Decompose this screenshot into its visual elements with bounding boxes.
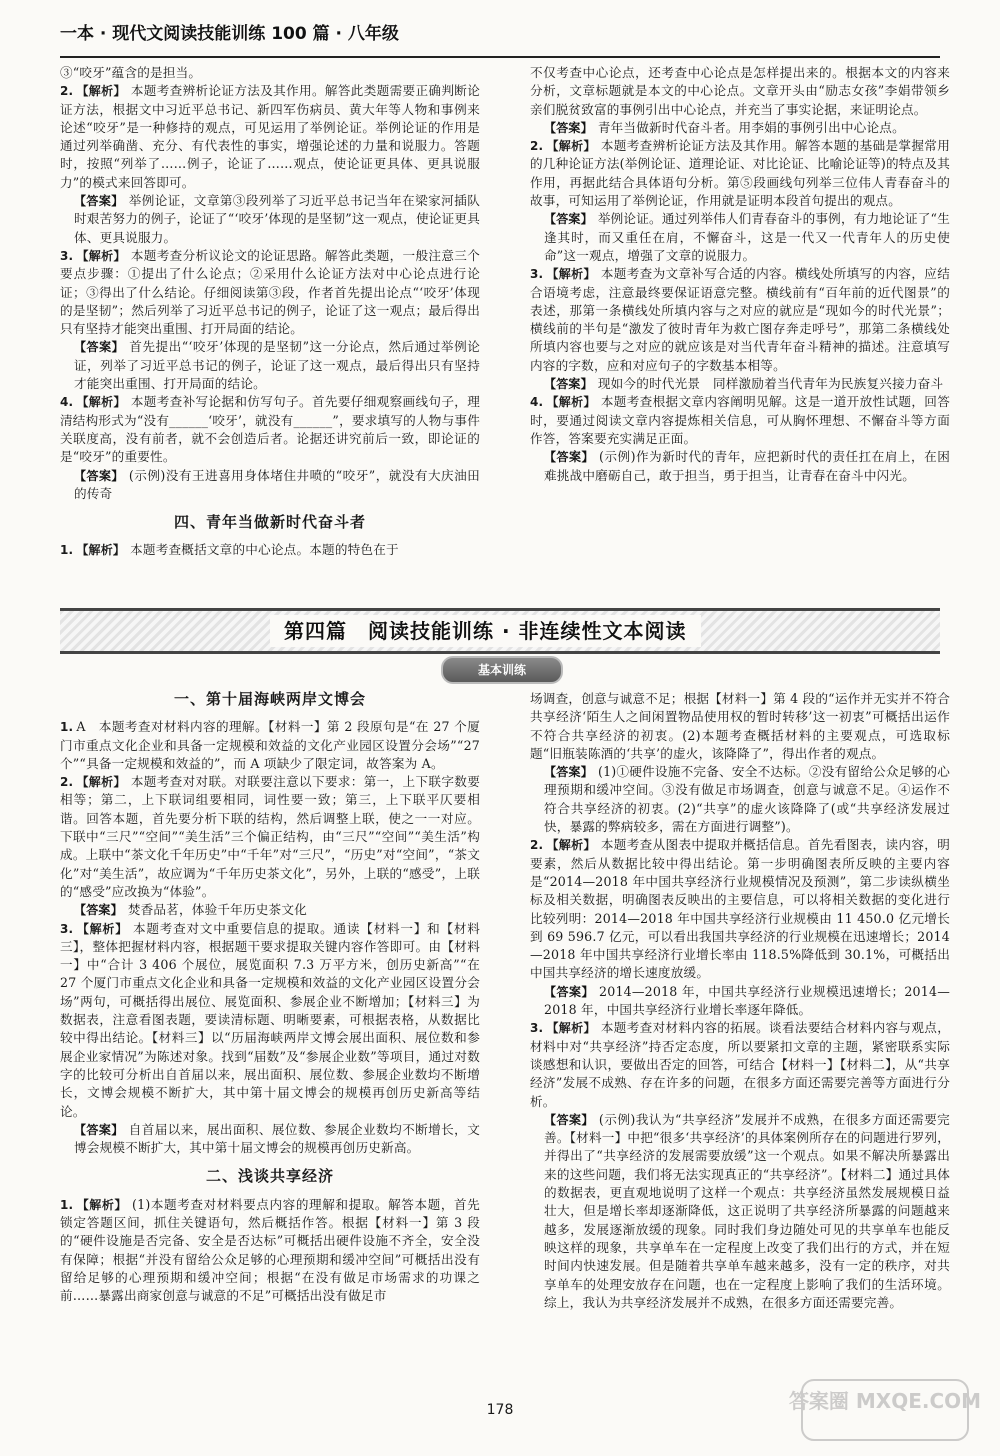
section-title: 二、浅谈共享经济: [205, 1167, 334, 1186]
left-column-bottom: [60, 690, 480, 1390]
chapter-banner: [60, 608, 940, 654]
question-2-answer: 【答案】 焚香品茗，体验千年历史茶文化: [74, 902, 307, 918]
question-4-analysis: 4. 【解析】 本题考查根据文章内容阐明见解。这是一道开放性试题，回答时，要通过阅读文章内容提炼相关信息，可从胸怀理想、不懈奋斗等方面作答，答案要充实满足正面。: [530, 394, 950, 446]
question-2-analysis: 2. 【解析】 本题考查辨析论证方法及其作用。解答此类题需要正确判断论证方法，根据文中习近平总书记、新四军伤病员、黄大年等人物和事例来论述“咬牙”是一种修持的观点，可见运用了举例论证。举例论证的作用是通过列举确凿、充分、有代表性的事实，增强论述的力量和说服力。答题时，按照“列举了……例子，论证了……观点，使论证更具体、更具说服力”的模式来回答即可。: [60, 83, 480, 190]
paragraph: 不仅考查中心论点，还考查中心论点是怎样提出来的。根据本文的内容来分析，文章标题就是本文的中心论点。文章开头由“励志女孩”李娟带领乡亲们脱贫致富的事例引出中心论点，并充当了事实论据，来证明论点。: [530, 65, 950, 117]
chapter-title: 第四篇 阅读技能训练 · 非连续性文本阅读: [270, 615, 701, 647]
question-2-answer: 【答案】 2014—2018 年，中国共享经济行业规模迅速增长；2014—2018 年，中国共享经济行业增长率逐年降低。: [544, 983, 950, 1018]
question-4-analysis: 4. 【解析】 本题考查补写论据和仿写句子。首先要仔细观察画线句子，理清结构形式为“没有______‘咬牙’，就没有______”，要求填写的人物与事件关联度高，没有前者，就不会创造后者。论据还讲究前后一致，即论证的是“咬牙”的重要性。: [60, 394, 480, 465]
question-3-answer: 【答案】 首先提出“‘咬牙’体现的是坚韧”这一分论点，然后通过举例论证，列举了习近平总书记的例子，论证了这一观点，最后得出只有坚持才能突出重围、打开局面的结论。: [74, 339, 480, 392]
question-1-answer: 1. A 本题考查对材料内容的理解。【材料一】第 2 段原句是“在 27 个厦门市重点文化企业和具备一定规模和效益的文化产业园区设置分会场”“27 个”“具备一定规模和效益的”，而 A 项缺少了限定词，故答案为 A。: [60, 719, 480, 771]
question-3-answer: 【答案】 现如今的时代光景 同样激励着当代青年为民族复兴接力奋斗: [544, 376, 944, 392]
paragraph: ③“咬牙”蕴含的是担当。: [60, 65, 202, 80]
question-2-answer: 【答案】 举例论证，文章第③段列举了习近平总书记当年在梁家河插队时艰苦努力的例子，论证了“‘咬牙’体现的是坚韧”这一观点，使论证更具体、更具说服力。: [74, 193, 480, 245]
question-2-analysis: 2. 【解析】 本题考查辨析论证方法及其作用。解答本题的基础是掌握常用的几种论证方法(举例论证、道理论证、对比论证、比喻论证等)的特点及其作用，再据此结合具体语句分析。第⑤段画线句列举三位伟人青春奋斗的故事，可知运用了举例论证，作用就是证明本段首句提出的观点。: [530, 138, 950, 209]
question-2-analysis: 2. 【解析】 本题考查对对联。对联要注意以下要求：第一，上下联字数要相等；第二，上下联词组要相同，词性要一致；第三，上下联平仄要相谐。回答本题，首先要分析下联的结构，然后调整上联，使之一一对应。下联中“三尺”“空间”“美生活”三个偏正结构，由“三尺”“空间”“美生活”构成。上联中“茶文化千年历史”中“千年”对“三尺”，“历史”对“空间”，“茶文化”对“美生活”，故应调为“千年历史茶文化”，另外，上联的“感受”，上联的“感受”应改换为“体验”。: [60, 774, 480, 899]
question-1-answer: 【答案】 青年当做新时代奋斗者。用李娟的事例引出中心论点。: [544, 119, 905, 135]
question-2-answer: 【答案】 举例论证。通过列举伟人们青春奋斗的事例，有力地论证了“生逢其时，而又重任在肩，不懈奋斗，这是一代又一代青年人的历史使命”这一观点，增强了文章的说服力。: [544, 211, 950, 263]
question-3-answer: 【答案】 自首届以来，展出面积、展位数、参展企业数均不断增长，文博会规模不断扩大，其中第十届文博会的规模再创历史新高。: [74, 1121, 480, 1156]
right-column-bottom: [530, 690, 950, 1390]
question-1-analysis: 1. 【解析】 本题考查概括文章的中心论点。本题的特色在于: [60, 542, 399, 558]
paragraph: 场调查，创意与诚意不足；根据【材料一】第 4 段的“运作并无实并不符合共享经济‘陌生人之间闲置物品使用权的暂时转移’这一初衷”可概括出运作不符合共享经济的初衷。(2)本题考查概括材料的主要观点，可选取标题“旧瓶装陈酒的‘共享’的虚火，该降降了”，得出作者的观点。: [530, 691, 950, 761]
training-badge: 基本训练: [441, 656, 563, 684]
page-number: 178: [486, 1402, 514, 1418]
question-3-analysis: 3. 【解析】 本题考查为文章补写合适的内容。横线处所填写的内容，应结合语境考虑，注意最终要保证语意完整。横线前有“百年前的近代图景”的表述，那第一条横线处所填内容与之对应的就应是“现如今的时代光景”；横线前的半句是“激发了彼时青年为救亡图存奔走呼号”，那第二条横线处所填内容也要与之对应的就应该是对当代青年奋斗精神的描述。注意填写内容的字数，应和对应句子的字数基本相等。: [530, 266, 950, 373]
section-title: 一、第十届海峡两岸文博会: [173, 690, 366, 708]
watermark-text: 答案圈 MXQE.COM: [788, 1389, 982, 1413]
right-column-top: [530, 64, 950, 584]
question-1-analysis: 1. 【解析】 (1)本题考查对材料要点内容的理解和提取。解答本题，首先锁定答题区间，抓住关键语句，然后概括作答。根据【材料一】第 3 段的“硬件设施是否完备、安全是否达标”可概括出硬件设施不齐全，安全没有保障；根据“并没有留给公众足够的心理预期和缓冲空间”可概括出没有留给足够的心理预期和缓冲空间；根据“在没有做足市场需求的功课之前……暴露出商家创意与诚意的不足”可概括出没有做足市: [60, 1196, 480, 1304]
question-2-analysis: 2. 【解析】 本题考查从图表中提取并概括信息。首先看图表，读内容，明要素，然后从数据比较中得出结论。第一步明确图表所反映的主要内容是“2014—2018 年中国共享经济行业规模情况及预测”，第二步读纵横坐标及相关数据，明确图表反映出的主要信息，可以将相关数据的变化进行比较列明：2014—2018 年中国共享经济行业规模由 11 450.0 亿元增长到 69 596.7 亿元，可以看出我国共享经济的行业规模在迅速增长；2014—2018 年中国共享经济行业增长率由 118.5%降低到 30.1%，可概括出中国共享经济的增长速度放缓。: [530, 837, 950, 981]
left-column-top: [60, 64, 480, 584]
page-header: 一本 · 现代文阅读技能训练 100 篇 · 八年级: [60, 24, 399, 44]
question-3-analysis: 3. 【解析】 本题考查分析议论文的论证思路。解答此类题，一般注意三个要点步骤：①提出了什么论点；②采用什么论证方法对中心论点进行论证；③得出了什么结论。仔细阅读第③段，作者首先提出论点“‘咬牙’体现的是坚韧”；然后列举了习近平总书记的例子，论证了这一观点；最后得出只有坚持才能突出重围、打开局面的结论。: [60, 247, 480, 337]
question-4-answer: 【答案】 (示例)没有王进喜用身体堵住井喷的“咬牙”，就没有大庆油田的传奇: [74, 467, 480, 501]
section-title: 四、青年当做新时代奋斗者: [173, 513, 366, 532]
question-1-answer: 【答案】 (1)①硬件设施不完备、安全不达标。②没有留给公众足够的心理预期和缓冲空间。③没有做足市场调查，创意与诚意不足。④运作不符合共享经济的初衷。(2)“共享”的虚火该降降了(或“共享经济发展过快，暴露的弊病较多，需在方面进行调整”)。: [544, 764, 950, 835]
question-4-answer: 【答案】 (示例)作为新时代的青年，应把新时代的责任扛在肩上，在困难挑战中磨砺自己，敢于担当，勇于担当，让青春在奋斗中闪光。: [544, 449, 950, 483]
header-rule: [60, 56, 940, 58]
question-3-answer: 【答案】 (示例)我认为“共享经济”发展并不成熟，在很多方面还需要完善。【材料一】中把“很多‘共享经济’的具体案例所存在的问题进行罗列，并得出了“共享经济的发展需要放缓”这一个观点。如果不解决所暴露出来的这些问题，我们将无法实现真正的“共享经济”。【材料二】通过具体的数据表，更直观地说明了这样一个观点：共享经济虽然发展规模日益壮大，但是增长率却逐渐降低，这正说明了共享经济所暴露的问题越来越多，发展逐渐放缓的现象。同时我们身边随处可见的共享单车也能反映这样的现象，共享单车在一定程度上改变了我们出行的方式，并在短时间内快速发展。但是随着共享单车越来越多，没有一定的秩序，对共享单车的处理安放存在问题，也在一定程度上影响了我们的生活环境。综上，我认为共享经济发展并不成熟，在很多方面还需要完善。: [544, 1111, 950, 1310]
question-3-analysis: 3. 【解析】 本题考查对材料内容的拓展。谈看法要结合材料内容与观点，材料中对“共享经济”持否定态度，所以要紧扣文章的主题，紧密联系实际谈感想和认识，要做出否定的回答，可结合【材料一】【材料二】，从“共享经济”发展不成熟、存在许多的问题，在很多方面还需要完善等方面进行分析。: [530, 1020, 950, 1109]
question-3-analysis: 3. 【解析】 本题考查对文中重要信息的提取。通读【材料一】和【材料三】，整体把握材料内容，根据题干要求提取关键内容作答即可。由【材料一】中“合计 3 406 个展位，展览面积 7.3 万平方米，创历史新高”“在 27 个厦门市重点文化企业和具备一定规模和效益的文化产业园区设置分会场”两句，可概括得出展位、展览面积、参展企业不断增加；【材料三】为数据表，注意看图表题，要读清标题、明晰要素，可根据表格，从数据比较中得出结论。【材料三】以“历届海峡两岸文博会展出面积、展位数和参展企业家情况”为陈述对象。找到“届数”及“参展企业数”等项目，通过对数字的比较可分析出自首届以来，展出面积、展位数、参展企业数均不断增长，文博会规模不断扩大，其中第十届文博会的规模再创历史新高等结论。: [60, 920, 481, 1119]
watermark-logo: [788, 1378, 982, 1442]
